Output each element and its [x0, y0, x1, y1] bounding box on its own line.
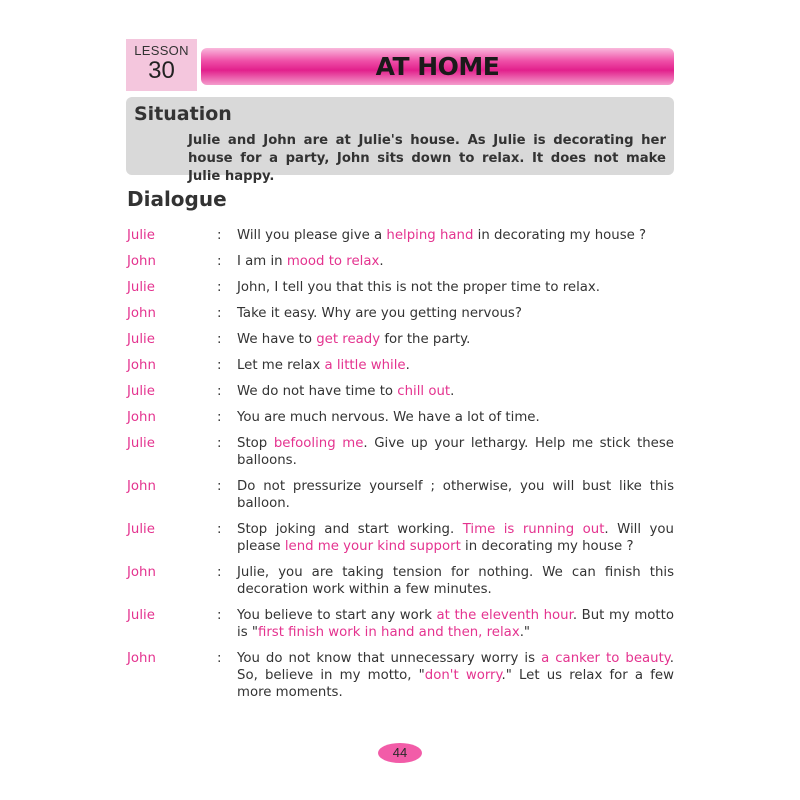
speaker-name: John	[127, 651, 156, 666]
highlighted-phrase: Time is running out	[462, 522, 605, 537]
line-text: ." Let us relax for a few more moments.	[237, 668, 674, 700]
line-text: for the party.	[380, 332, 471, 347]
dialogue-turn	[127, 435, 674, 469]
title-banner	[201, 48, 674, 85]
line-text: .	[405, 358, 410, 373]
colon-separator: :	[217, 522, 222, 537]
colon-separator: :	[217, 436, 222, 451]
line-text: You believe to start any work	[237, 608, 437, 623]
speaker-name: John	[127, 565, 156, 580]
speaker-name: Julie	[127, 522, 155, 537]
page-number: 44	[378, 743, 422, 763]
lesson-badge	[126, 39, 197, 91]
line-text: Stop	[237, 436, 274, 451]
line-text: Stop joking and start working.	[237, 522, 463, 537]
speaker-name: John	[127, 479, 156, 494]
dialogue-line	[237, 227, 674, 244]
dialogue-turn	[127, 331, 674, 348]
lesson-label: LESSON	[134, 43, 189, 58]
line-text: . But my motto is "	[237, 608, 674, 640]
lesson-number: 30	[148, 57, 175, 84]
dialogue-line	[237, 521, 674, 555]
colon-separator: :	[217, 228, 222, 243]
dialogue-line	[237, 478, 674, 512]
line-text: .	[450, 384, 455, 399]
line-text: . Will you please	[237, 522, 674, 554]
highlighted-phrase: first finish work in hand and then, relax	[257, 625, 520, 640]
line-text: We do not have time to	[237, 384, 398, 399]
colon-separator: :	[217, 651, 222, 666]
speaker-name: Julie	[127, 280, 155, 295]
speaker-name: John	[127, 254, 156, 269]
dialogue-line	[237, 607, 674, 641]
speaker-name: John	[127, 410, 156, 425]
highlighted-phrase: chill out	[397, 384, 451, 399]
dialogue-turn	[127, 279, 674, 296]
dialogue-turn	[127, 305, 674, 322]
highlighted-phrase: befooling me	[273, 436, 364, 451]
highlighted-phrase: helping hand	[386, 228, 474, 243]
colon-separator: :	[217, 254, 222, 269]
colon-separator: :	[217, 280, 222, 295]
colon-separator: :	[217, 306, 222, 321]
dialogue-line	[237, 279, 674, 296]
line-text: . Give up your lethargy. Help me stick these balloons.	[237, 436, 674, 468]
dialogue-line	[237, 564, 674, 598]
colon-separator: :	[217, 479, 222, 494]
line-text: You do not know that unnecessary worry is	[237, 651, 542, 666]
dialogue-line	[237, 383, 674, 400]
colon-separator: :	[217, 608, 222, 623]
line-text: John, I tell you that this is not the proper time to relax.	[237, 280, 601, 295]
speaker-name: John	[127, 306, 156, 321]
speaker-name: Julie	[127, 228, 155, 243]
dialogue-turn	[127, 253, 674, 270]
dialogue-turn	[127, 383, 674, 400]
line-text: We have to	[237, 332, 317, 347]
situation-heading: Situation	[134, 103, 232, 125]
dialogue-line	[237, 305, 674, 322]
highlighted-phrase: at the eleventh hour	[436, 608, 573, 623]
dialogue-turn	[127, 564, 674, 598]
colon-separator: :	[217, 358, 222, 373]
line-text: Do not pressurize yourself ; otherwise, you will bust like this balloon.	[237, 479, 674, 511]
situation-box	[126, 97, 674, 184]
dialogue-line	[237, 331, 674, 348]
line-text: .	[379, 254, 384, 269]
colon-separator: :	[217, 410, 222, 425]
speaker-name: Julie	[127, 608, 155, 623]
line-text: ."	[519, 625, 531, 640]
dialogue-heading: Dialogue	[127, 187, 227, 211]
line-text: You are much nervous. We have a lot of time.	[237, 410, 540, 425]
dialogue-turn	[127, 478, 674, 512]
speaker-name: John	[127, 358, 156, 373]
line-text: in decorating my house ?	[473, 228, 647, 243]
line-text: . So, believe in my motto, "	[237, 651, 674, 683]
dialogue-turn	[127, 650, 674, 701]
dialogue-turn	[127, 521, 674, 555]
highlighted-phrase: don't worry	[424, 668, 502, 683]
dialogue-line	[237, 409, 674, 426]
page-title: AT HOME	[375, 52, 500, 81]
speaker-name: Julie	[127, 384, 155, 399]
dialogue-turn	[127, 227, 674, 244]
colon-separator: :	[217, 384, 222, 399]
highlighted-phrase: lend me your kind support	[284, 539, 461, 554]
speaker-name: Julie	[127, 436, 155, 451]
dialogue-turn	[127, 607, 674, 641]
line-text: Will you please give a	[237, 228, 387, 243]
situation-text: Julie and John are at Julie's house. As Julie is decorating her house for a party, John sits down to relax. It does not make Julie happy.	[188, 133, 666, 184]
highlighted-phrase: a little while	[324, 358, 406, 373]
dialogue-list	[127, 227, 674, 701]
dialogue-turn	[127, 409, 674, 426]
dialogue-line	[237, 357, 674, 374]
dialogue-line	[237, 253, 674, 270]
dialogue-line	[237, 650, 674, 701]
line-text: I am in	[237, 254, 287, 269]
speaker-name: Julie	[127, 332, 155, 347]
colon-separator: :	[217, 565, 222, 580]
highlighted-phrase: a canker to beauty	[541, 651, 670, 666]
highlighted-phrase: get ready	[316, 332, 381, 347]
highlighted-phrase: mood to relax	[286, 254, 380, 269]
dialogue-turn	[127, 357, 674, 374]
colon-separator: :	[217, 332, 222, 347]
line-text: Take it easy. Why are you getting nervous?	[237, 306, 522, 321]
dialogue-line	[237, 435, 674, 469]
line-text: Let me relax	[237, 358, 325, 373]
line-text: Julie, you are taking tension for nothing. We can finish this decoration work within a few minutes.	[237, 565, 674, 597]
line-text: in decorating my house ?	[460, 539, 634, 554]
